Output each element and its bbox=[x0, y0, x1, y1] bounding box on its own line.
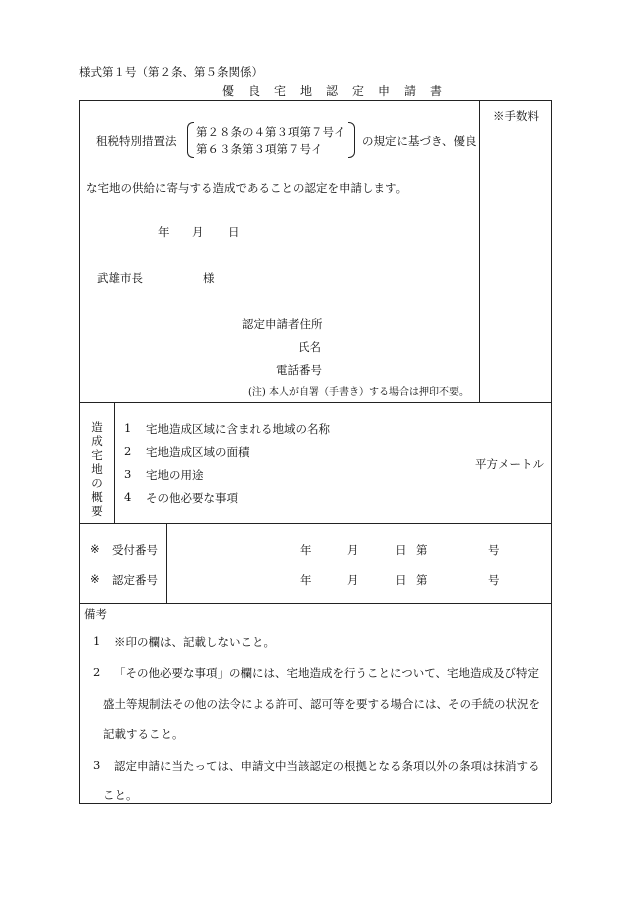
clause-1: 第２８条の４第３項第７号イ bbox=[196, 125, 346, 139]
overview-label-char: 宅 bbox=[91, 448, 103, 462]
overview-item-num: 2 bbox=[124, 444, 132, 458]
remarks-title: 備考 bbox=[84, 607, 107, 621]
receipt-label: 受付番号 bbox=[112, 543, 158, 557]
receipt-go: 号 bbox=[488, 543, 500, 557]
cert-day: 日 bbox=[395, 573, 407, 587]
remark-text: 認定申請に当たっては、申請文中当該認定の根拠となる条項以外の条項は抹消する bbox=[114, 759, 540, 773]
date-day: 日 bbox=[228, 225, 240, 239]
area-unit: 平方メートル bbox=[475, 457, 544, 471]
overview-label-char: 造 bbox=[91, 420, 103, 434]
seal-note: (注) 本人が自署（手書き）する場合は押印不要。 bbox=[248, 387, 469, 398]
overview-label-char: 概 bbox=[91, 490, 103, 504]
applicant-address-label: 認定申請者住所 bbox=[242, 317, 323, 331]
receipt-month: 月 bbox=[347, 543, 359, 557]
overview-label-char: の bbox=[91, 476, 103, 490]
page-title: 優良宅地認定申請書 bbox=[222, 84, 457, 98]
application-text-1: の規定に基づき、優良 bbox=[362, 134, 477, 148]
receipt-no: 第 bbox=[416, 543, 428, 557]
bracket-right bbox=[348, 122, 355, 158]
recipient: 武雄市長 bbox=[97, 271, 143, 285]
clause-2: 第６３条第３項第７号イ bbox=[196, 142, 323, 156]
receipt-mark: ※ bbox=[90, 542, 100, 556]
overview-label-char: 要 bbox=[91, 504, 103, 518]
remark-text: こと。 bbox=[103, 788, 138, 802]
receipt-day: 日 bbox=[395, 543, 407, 557]
cert-go: 号 bbox=[488, 573, 500, 587]
form-id: 様式第１号（第２条、第５条関係） bbox=[79, 65, 263, 79]
honorific: 様 bbox=[203, 271, 215, 285]
cert-month: 月 bbox=[347, 573, 359, 587]
law-name: 租税特別措置法 bbox=[96, 134, 177, 148]
application-text-2: な宅地の供給に寄与する造成であることの認定を申請します。 bbox=[86, 181, 408, 195]
overview-label-char: 地 bbox=[91, 462, 103, 476]
date-month: 月 bbox=[192, 225, 204, 239]
overview-item-num: 3 bbox=[124, 467, 132, 481]
bracket-left bbox=[187, 122, 194, 158]
remark-text: ※印の欄は、記載しないこと。 bbox=[114, 635, 275, 649]
cert-label: 認定番号 bbox=[112, 573, 158, 587]
overview-item-label: 宅地造成区域に含まれる地域の名称 bbox=[146, 422, 330, 436]
applicant-name-label: 氏名 bbox=[298, 340, 321, 354]
overview-label-char: 成 bbox=[91, 434, 103, 448]
receipt-year: 年 bbox=[300, 543, 312, 557]
remark-num: 3 bbox=[93, 758, 101, 772]
fee-label: ※手数料 bbox=[493, 109, 539, 123]
remark-text: 記載すること。 bbox=[103, 727, 184, 741]
remark-text: 盛土等規制法その他の法令による許可、認可等を要する場合には、その手続の状況を bbox=[103, 697, 540, 711]
remark-num: 1 bbox=[93, 634, 101, 648]
overview-item-label: 宅地造成区域の面積 bbox=[146, 445, 250, 459]
remark-num: 2 bbox=[93, 665, 101, 679]
cert-year: 年 bbox=[300, 573, 312, 587]
applicant-phone-label: 電話番号 bbox=[276, 363, 322, 377]
remark-text: 「その他必要な事項」の欄には、宅地造成を行うことについて、宅地造成及び特定 bbox=[114, 666, 540, 680]
overview-item-num: 4 bbox=[124, 490, 132, 504]
cert-mark: ※ bbox=[90, 572, 100, 586]
overview-item-num: 1 bbox=[124, 421, 132, 435]
overview-item-label: その他必要な事項 bbox=[146, 491, 238, 505]
cert-no: 第 bbox=[416, 573, 428, 587]
date-year: 年 bbox=[158, 225, 170, 239]
overview-item-label: 宅地の用途 bbox=[146, 468, 204, 482]
